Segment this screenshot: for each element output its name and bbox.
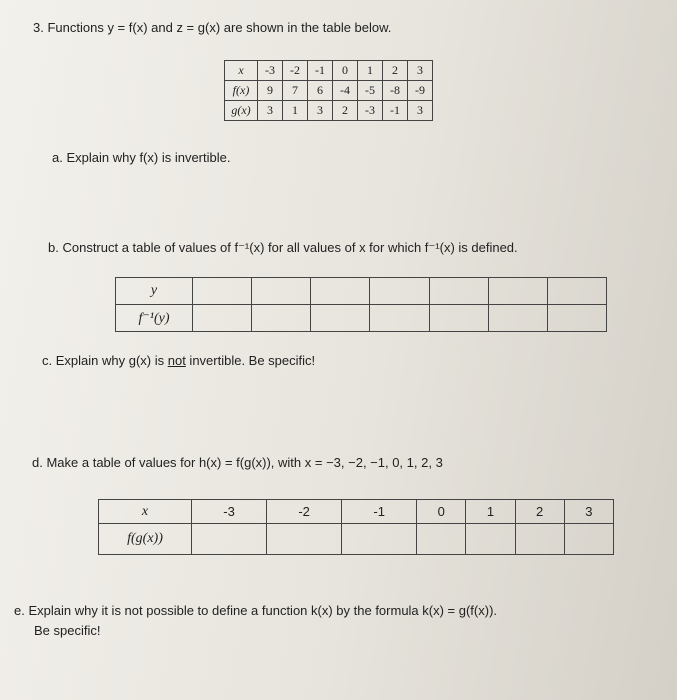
table-cell [193, 305, 252, 332]
part-b-text: Construct a table of values of f⁻¹(x) for all values of x for which f⁻¹(x) is defined. [62, 240, 518, 255]
table-cell [252, 278, 311, 305]
inverse-table [115, 277, 607, 332]
question-intro-text: Functions y = f(x) and z = g(x) are shown in the table below. [47, 20, 392, 35]
part-d-text: Make a table of values for h(x) = f(g(x)), with x = −3, −2, −1, 0, 1, 2, 3 [46, 455, 443, 470]
table-cell [370, 278, 429, 305]
row-label-fx: f(x) [225, 81, 258, 101]
table-row [99, 524, 614, 555]
table-cell: 3 [258, 101, 283, 121]
table-cell: 3 [308, 101, 333, 121]
table-cell [547, 278, 606, 305]
question-number: 3. [33, 20, 44, 35]
part-d-prompt [32, 455, 443, 470]
table-cell [429, 278, 488, 305]
table-cell: 9 [258, 81, 283, 101]
part-d-label: d. [32, 455, 43, 470]
table-cell: -1 [308, 61, 333, 81]
table-cell [488, 305, 547, 332]
part-e-prompt-line2 [34, 623, 100, 638]
table-cell [267, 524, 342, 555]
table-cell: -2 [267, 500, 342, 524]
table-row [116, 278, 607, 305]
row-label-y: y [116, 278, 193, 305]
table-cell: -3 [258, 61, 283, 81]
table-cell: -8 [383, 81, 408, 101]
table-row [225, 101, 433, 121]
table-cell: -3 [358, 101, 383, 121]
table-cell: -1 [342, 500, 417, 524]
table-row [225, 61, 433, 81]
table-cell [429, 305, 488, 332]
table-cell: 0 [333, 61, 358, 81]
row-label-fgx: f(g(x)) [99, 524, 192, 555]
table-cell: 1 [466, 500, 515, 524]
table-cell: 6 [308, 81, 333, 101]
part-a-prompt [52, 150, 230, 165]
table-row [99, 500, 614, 524]
function-values-table [224, 60, 433, 121]
part-e-label: e. [14, 603, 25, 618]
part-a-text: Explain why f(x) is invertible. [66, 150, 231, 165]
table-row [225, 81, 433, 101]
table-cell [342, 524, 417, 555]
table-cell: -2 [283, 61, 308, 81]
part-a-label: a. [52, 150, 63, 165]
table-cell: 3 [408, 101, 433, 121]
table-cell: -4 [333, 81, 358, 101]
table-cell: -5 [358, 81, 383, 101]
table-cell [564, 524, 613, 555]
part-c-text-before: Explain why g(x) is [55, 353, 168, 368]
row-label-x: x [99, 500, 192, 524]
part-e-text-line2: Be specific! [34, 623, 101, 638]
table-cell [488, 278, 547, 305]
table-cell [466, 524, 515, 555]
table-row [116, 305, 607, 332]
table-cell [547, 305, 606, 332]
table-cell [311, 305, 370, 332]
part-c-label: c. [42, 353, 53, 368]
table-cell [370, 305, 429, 332]
table-cell: 7 [283, 81, 308, 101]
table-cell [192, 524, 267, 555]
row-label-x: x [225, 61, 258, 81]
part-b-label: b. [48, 240, 59, 255]
table-cell: -9 [408, 81, 433, 101]
table-cell [515, 524, 564, 555]
table-cell [311, 278, 370, 305]
table-cell: 2 [333, 101, 358, 121]
part-e-text-line1: Explain why it is not possible to define a function k(x) by the formula k(x) = g(f(x)). [28, 603, 498, 618]
table-cell: 0 [417, 500, 466, 524]
question-3-intro [33, 20, 391, 35]
composition-table [98, 499, 614, 555]
table-cell: 3 [408, 61, 433, 81]
part-b-prompt [48, 240, 518, 256]
table-cell: 3 [564, 500, 613, 524]
part-c-prompt [42, 353, 315, 368]
table-cell: 1 [358, 61, 383, 81]
part-c-text-underlined: not [167, 353, 186, 368]
table-cell: -1 [383, 101, 408, 121]
table-cell: 2 [515, 500, 564, 524]
table-cell [252, 305, 311, 332]
row-label-gx: g(x) [225, 101, 258, 121]
part-e-prompt [14, 603, 497, 618]
row-label-finv: f⁻¹(y) [116, 305, 193, 332]
part-c-text-after: invertible. Be specific! [185, 353, 316, 368]
table-cell [417, 524, 466, 555]
table-cell [193, 278, 252, 305]
table-cell: 2 [383, 61, 408, 81]
table-cell: -3 [192, 500, 267, 524]
table-cell: 1 [283, 101, 308, 121]
